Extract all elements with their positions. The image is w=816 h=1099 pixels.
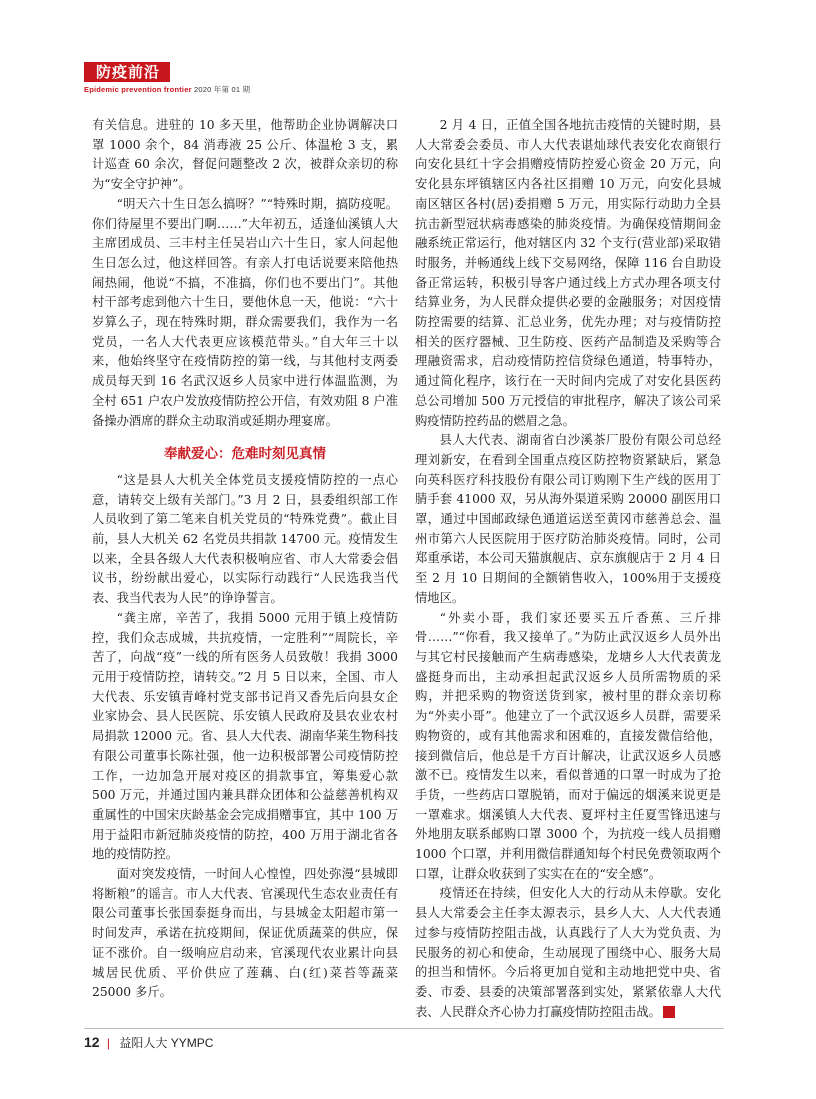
header-subtitle	[84, 84, 250, 95]
right-column	[415, 116, 721, 1022]
paragraph: “这是县人大机关全体党员支援疫情防控的一点心意，请转交上级有关部门。”3 月 2 日，县委组织部工作人员收到了第二笔来自机关党员的“特殊党费”。截止目前，县人大机关 62 名党员共捐款 14700 元。疫情发生以来，全县各级人大代表积极响应省、市人大常委会倡议书，纷纷献出爱心，以实际行动践行“人民选我当代表、我当代表为人民”的诤诤誓言。	[92, 472, 398, 606]
paragraph: 2 月 4 日，正值全国各地抗击疫情的关键时期，县人大常委会委员、市人大代表谌灿球代表安化农商银行向安化县红十字会捐赠疫情防控爱心资金 20 万元，向安化县东坪镇辖区内各社区捐赠 10 万元，向安化县城南区辖区各村(居)委捐赠 5 万元，用实际行动助力全县抗击新型冠状病毒感染的肺炎疫情。为确保疫情期间金融系统正常运行，他对辖区内 32 个支行(营业部)采取错时服务，并畅通线上线下交易网络，保障 116 台自助设备正常运转，积极引导客户通过线上方式办理各项支付结算业务，为人民群众提供必要的金融服务；对因疫情防控需要的结算、汇总业务，优先办理；对与疫情防控相关的医疗器械、卫生防疫、医药产品制造及采购等合理融资需求，启动疫情防控信贷绿色通道，特事特办，通过简化程序，该行在一天时间内完成了对安化县医药总公司增加 500 万元授信的审批程序，解决了该公司采购疫情防控药品的燃眉之急。	[415, 118, 721, 428]
paragraph-final	[415, 884, 721, 1022]
page-number: 12	[84, 1034, 100, 1050]
journal-name: 益阳人大 YYMPC	[119, 1036, 214, 1050]
footer-rule	[84, 1028, 724, 1029]
page-footer	[84, 1034, 213, 1051]
footer-separator: |	[106, 1036, 111, 1050]
paragraph: “外卖小哥，我们家还要买五斤香蕉、三斤排骨……”“你看，我又接单了。”为防止武汉返乡人员外出与其它村民接触而产生病毒感染，龙塘乡人大代表黄龙盛挺身而出，主动承担起武汉返乡人员所需物质的采购，并把采购的物资送货到家，被村里的群众亲切称为“外卖小哥”。他建立了一个武汉返乡人员群，需要采购物资的，或有其他需求和困难的，直接发微信给他，接到微信后，他总是千方百计解决，让武汉返乡人员感激不已。疫情发生以来，看似普通的口罩一时成为了抢手货，一些药店口罩脱销，而对于偏远的烟溪来说更是一罩难求。烟溪镇人大代表、夏坪村主任夏雪锋迅速与外地朋友联系邮购口罩 3000 个，为抗疫一线人员捐赠 1000 个口罩，并利用微信群通知每个村民免费领取两个口罩，让群众收获到了实实在在的“安全感”。	[415, 610, 721, 881]
section-badge: 防疫前沿	[84, 62, 170, 82]
paragraph: 面对突发疫情，一时间人心惶惶，四处弥漫“县城即将断粮”的谣言。市人大代表、官溪现代生态农业责任有限公司董事长张国泰挺身而出，与县城金太阳超市第一时间发声，承诺在抗疫期间，保证优质蔬菜的供应，保证不涨价。自一级响应启动来，官溪现代农业累计向县城居民优质、平价供应了莲藕、白(红)菜苔等蔬菜 25000 多斤。	[92, 867, 398, 1000]
left-column	[92, 116, 398, 1003]
page-header	[84, 62, 250, 95]
paragraph: “明天六十生日怎么搞呀？”“特殊时期，搞防疫呢。你们待屋里不要出门啊……”大年初五，适逢仙溪镇人大主席团成员、三丰村主任吴岩山六十生日，家人问起他生日怎么过，他这样回答。有亲人打电话说要来陪他热闹热闹，他说“不搞，不准搞，你们也不要出门”。其他村干部考虑到他六十生日，要他休息一天，他说：“六十岁算么子，现在特殊时期，群众需要我们，我作为一名党员，一名人大代表更应该模范带头。”自大年三十以来，他始终坚守在疫情防控的第一线，与其他村支两委成员每天到 16 名武汉返乡人员家中进行体温监测，为全村 651 户农户发放疫情防控公开信，有效劝阻 8 户准备操办酒席的群众主动取消或延期办理宴席。	[92, 196, 398, 428]
section-heading: 奉献爱心：危难时刻见真情	[164, 446, 326, 463]
header-subtitle-prefix: Epidemic prevention frontier	[84, 85, 192, 94]
header-subtitle-issue: 2020 年第 01 期	[194, 85, 251, 94]
end-mark-icon: 文	[663, 1006, 675, 1018]
paragraph: 有关信息。进驻的 10 多天里，他帮助企业协调解决口罩 1000 余个，84 消毒液 25 公斤、体温枪 3 支，累计巡查 60 余次，督促问题整改 2 次，被群众亲切的称为“安全守护神”。	[92, 118, 398, 192]
paragraph-text: 疫情还在持续，但安化人大的行动从未停歇。安化县人大常委会主任李太源表示，县乡人大、人大代表通过参与疫情防控阻击战，认真践行了人大为党负责、为民服务的初心和使命，生动展现了围绕中心、服务大局的担当和情怀。今后将更加自觉和主动地把党中央、省委、市委、县委的决策部署落到实处，紧紧依靠人大代表、人民群众齐心协力打赢疫情防控阻击战。	[415, 886, 721, 1019]
paragraph: 县人大代表、湖南省白沙溪茶厂股份有限公司总经理刘新安，在看到全国重点疫区防控物资紧缺后，紧急向英科医疗科技股份有限公司订购刚下生产线的医用丁腈手套 41000 双，另从海外渠道采购 20000 副医用口罩，通过中国邮政绿色通道运送至黄冈市慈善总会、温州市第六人民医院用于医疗防治肺炎疫情。同时，公司郑重承诺，本公司天猫旗舰店、京东旗舰店于 2 月 4 日至 2 月 10 日期间的全额销售收入，100%用于支援疫情地区。	[415, 433, 721, 605]
paragraph: “龚主席，辛苦了，我捐 5000 元用于镇上疫情防控，我们众志成城，共抗疫情，一定胜利”“周院长，辛苦了，向战“疫”一线的所有医务人员致敬！我捐 3000 元用于疫情防控，请转交。”2 月 5 日以来，全国、市人大代表、乐安镇青峰村党支部书记肖又香先后向县女企业家协会、县人民医院、乐安镇人民政府及县农业农村局捐款 12000 元。省、县人大代表、湖南华莱生物科技有限公司董事长陈社强，他一边积极部署公司疫情防控工作，一边加急开展对疫区的捐款事宜，筹集爱心款 500 万元，并通过国内兼具群众团体和公益慈善机构双重属性的中国宋庆龄基金会完成捐赠事宜，其中 100 万用于益阳市新冠肺炎疫情的防控，400 万用于湖北省各地的疫情防控。	[92, 610, 398, 862]
